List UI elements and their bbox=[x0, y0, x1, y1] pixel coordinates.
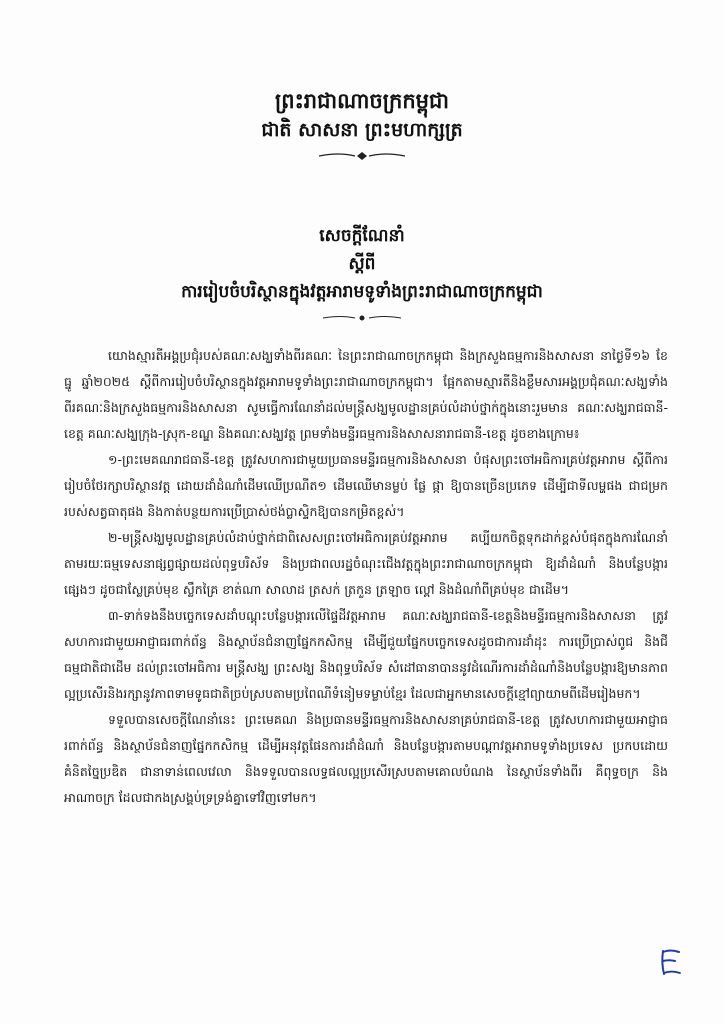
document-type-title: សេចក្តីណែនាំ bbox=[319, 226, 405, 246]
ornament-divider-icon bbox=[317, 150, 407, 162]
handwritten-initial-icon bbox=[654, 946, 686, 978]
document-header bbox=[0, 86, 724, 162]
national-motto: ជាតិ សាសនា ព្រះមហាក្សត្រ bbox=[261, 119, 463, 141]
document-title-block bbox=[0, 222, 724, 324]
title-subject-word: ស្តីពី bbox=[348, 254, 376, 274]
paragraph-item-3: ៣-ទាក់ទងនឹងបច្ចេកទេសដាំបណ្តុះបន្លែបង្ការលើផ្ទៃដីវត្តអារាម គណៈសង្ឃរាជធានី-ខេត្តនិងមន្ទីរធម្មការនិងសាសនា ត្រូវសហការជាមួយអាជ្ញាធរពាក់ព័ន្ធ និងស្ថាប័នជំនាញផ្នែកកសិកម្ម ដើម្បីជួយផ្នែកបច្ចេកទេសដូចជាការដាំដុះ ការប្រើប្រាស់ពូជ និងជីធម្មជាតិជាដើម ដល់ព្រះចៅអធិការ មន្រ្តីសង្ឃ ព្រះសង្ឃ និងពុទ្ធបរិស័ទ សំដៅធានាបាននូវដំណើរការដាំដំណាំនិងបន្លែបង្ការឱ្យមានភាពល្អប្រសើរនិងរក្សានូវភាពទាមទូធជាតិច្រប់ស្របតាមប្រពៃណីទំនៀមទម្លាប់ខ្មែរ ដែលជាអ្នកមានសេចក្តីខ្មៅព្យាយាមពីដើមរៀងមក។ bbox=[64, 608, 668, 701]
paragraph-item-1: ១-ព្រះមេគណរាជធានី-ខេត្ត ត្រូវសហការជាមួយប្រធានមន្ទីរធម្មការនិងសាសនា បំផុសព្រះចៅអធិការគ្រប់វត្តអារាម ស្តីពីការរៀបចំថែរក្សាបរិស្ថានវត្ត ដោយដាំដំណាំដើមឈើប្រណីត១ ដើមឈើមានម្លប់ ផ្លែ ផ្កា ឱ្យបានច្រើនប្រភេទ ដើម្បីជាទីលម្ហផង ជាជម្រករបស់សត្វធាតុផង និងកាត់បន្ថយការប្រើប្រាស់ថង់ប្លាស្ទិកឱ្យបានកម្រិតខ្ពស់។ bbox=[64, 452, 668, 519]
document-body bbox=[64, 343, 668, 811]
document-subject-title: ការរៀបចំបរិស្ថានក្នុងវត្តអារាមទូទាំងព្រះរាជាណាចក្រកម្ពុជា bbox=[181, 282, 543, 302]
paragraph-intro: យោងស្មារតីអង្គប្រជុំរបស់គណៈសង្ឃទាំងពីរគណៈ នៃព្រះរាជាណាចក្រកម្ពុជា និងក្រសួងធម្មការនិងសាសនា នាថ្ងៃទី១៦ ខែធ្នូ ឆ្នាំ២០២៥ ស្តីពីការរៀបចំបរិស្ថានក្នុងវត្តអារាមទូទាំងព្រះរាជាណាចក្រកម្ពុជា។ ផ្អែកតាមស្មារតីនិងខ្លឹមសារអង្គប្រជុំគណៈសង្ឃទាំងពីរគណៈនិងក្រសួងធម្មការនិងសាសនា សូមធ្វើការណែនាំដល់មន្រ្តីសង្ឃមូលដ្ឋានគ្រប់លំដាប់ថ្នាក់ក្នុងនោះរួមមាន គណៈសង្ឃរាជធានី-ខេត្ត គណៈសង្ឃក្រុង-ស្រុក-ខណ្ឌ និងគណៈសង្ឃវត្ត ព្រមទាំងមន្ទីរធម្មការនិងសាសនារាជធានី-ខេត្ត ដូចខាងក្រោម៖ bbox=[64, 348, 668, 441]
paragraph-closing: ទទួលបានសេចក្តីណែនាំនេះ ព្រះមេគណ និងប្រធានមន្ទីរធម្មការនិងសាសនាគ្រប់រាជធានី-ខេត្ត ត្រូវសហការជាមួយអាជ្ញាធរពាក់ព័ន្ធ និងស្ថាប័នជំនាញផ្នែកកសិកម្ម ដើម្បីអនុវត្តផែនការដាំដំណាំ និងបន្លែបង្ការតាមបណ្តាវត្តអារាមទូទាំងប្រទេស ប្រកបដោយគំនិតច្នៃប្រឌិត ជានាទាន់ពេលវេលា និងទទួលបានលទ្ធផលល្អប្រសើរស្របតាមគោលបំណង នៃស្ថាប័នទាំងពីរ គឺពុទ្ធចក្រ និងអាណាចក្រ ដែលជាកងស្រង្គប់ទ្រទ្រង់គ្នាទៅវិញទៅមក។ bbox=[64, 712, 668, 805]
paragraph-item-2: ២-មន្រ្តីសង្ឃមូលដ្ឋានគ្រប់លំដាប់ថ្នាក់ជាពិសេសព្រះចៅអធិការគ្រប់វត្តអារាម គប្បីយកចិត្តទុកដាក់ខ្ពស់បំផុតក្នុងការណែនាំតាមរយៈធម្មទេសនាផ្សព្វផ្សាយដល់ពុទ្ធបរិស័ទ និងប្រជាពលរដ្ឋចំណុះជើងវត្តក្នុងព្រះរាជាណាចក្រកម្ពុជា ឱ្យដាំដំណាំ និងបន្លែបង្ការផ្សេងៗ ដូចជាស្លែគ្រប់មុខ ស្លឹកគ្រៃ ខាត់ណា សាលាដ ត្រសក់ ត្រកួន ត្រឡាច ល្ពៅ និងដំណាំពីគ្រប់មុខ ជាដើម។ bbox=[64, 530, 668, 597]
ornament-divider-icon bbox=[317, 312, 407, 324]
kingdom-heading: ព្រះរាជាណាចក្រកម្ពុជា bbox=[274, 89, 449, 113]
